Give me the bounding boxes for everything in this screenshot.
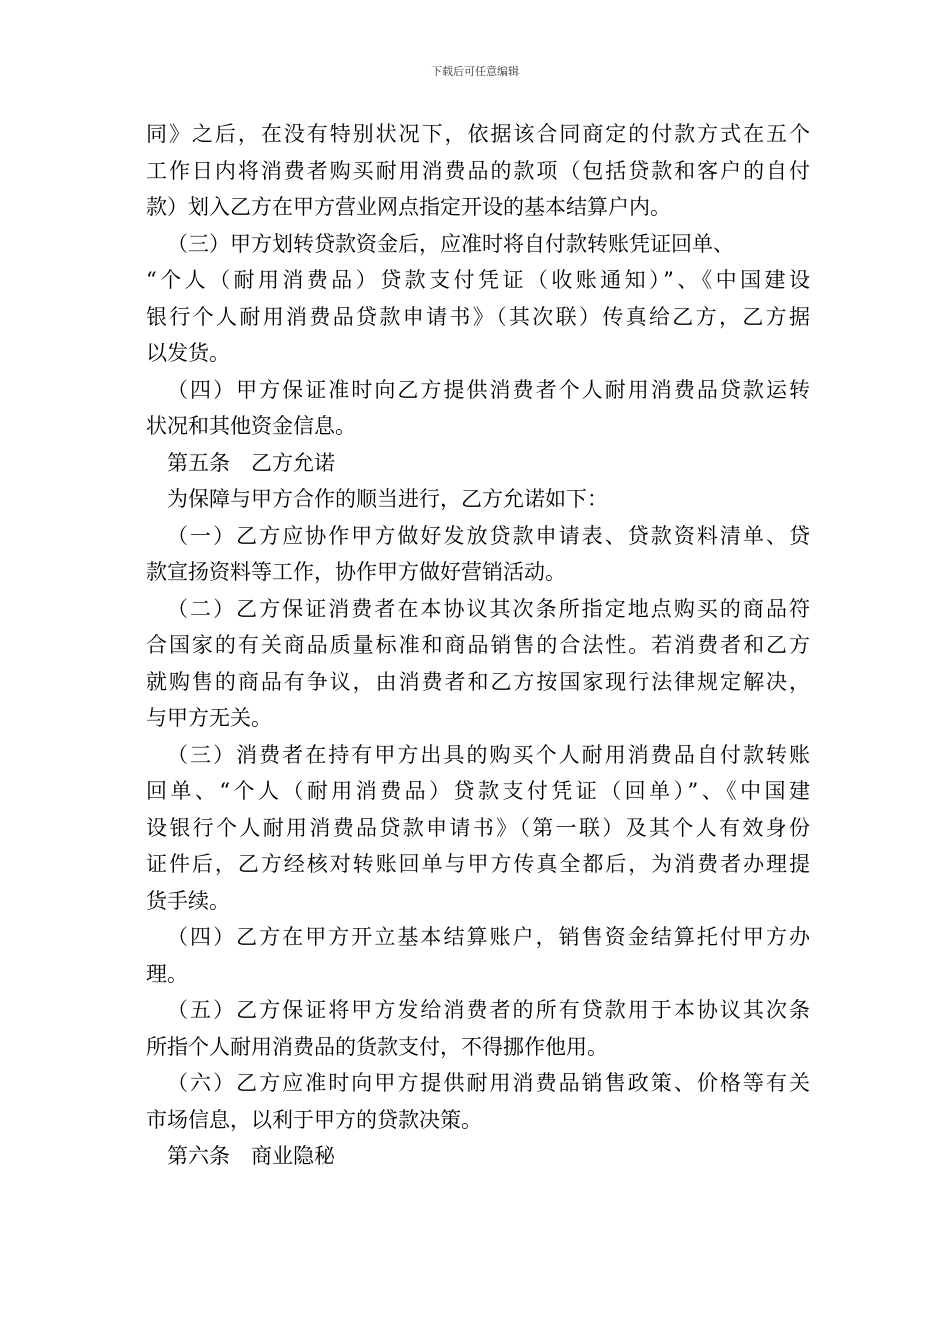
text-line: 款）划入乙方在甲方营业网点指定开设的基本结算户内。	[146, 195, 671, 219]
text-line: 银行个人耐用消费品贷款申请书》（其次联）传真给乙方，乙方据	[146, 304, 810, 329]
text-line: 工作日内将消费者购买耐用消费品的款项（包括贷款和客户的自付	[146, 158, 810, 183]
text-line: （六）乙方应准时向甲方提供耐用消费品销售政策、价格等有关	[167, 1071, 810, 1095]
text-line: 款宣扬资料等工作，协作甲方做好营销活动。	[146, 560, 566, 584]
text-line: 以发货。	[146, 341, 230, 365]
text-line: （二）乙方保证消费者在本协议其次条所指定地点购买的商品符	[167, 596, 810, 621]
text-line: 合国家的有关商品质量标准和商品销售的合法性。若消费者和乙方	[146, 633, 810, 657]
text-line: “个人（耐用消费品）贷款支付凭证（收账通知）”、《中国建设	[146, 268, 810, 292]
text-line: 第五条 乙方允诺	[167, 450, 335, 475]
text-line: 设银行个人耐用消费品贷款申请书》（第一联）及其个人有效身份	[146, 815, 810, 840]
text-line: （五）乙方保证将甲方发给消费者的所有贷款用于本协议其次条	[167, 998, 810, 1022]
text-line: 同》之后，在没有特别状况下，依据该合同商定的付款方式在五个	[146, 122, 810, 146]
text-line: 市场信息，以利于甲方的贷款决策。	[146, 1107, 482, 1132]
text-line: （一）乙方应协作甲方做好发放贷款申请表、贷款资料清单、贷	[167, 523, 810, 548]
text-line: 回单、“个人（耐用消费品）贷款支付凭证（回单）”、《中国建	[146, 779, 810, 803]
page-header: 下载后可任意编辑	[431, 65, 519, 78]
text-line: 与甲方无关。	[146, 706, 272, 730]
text-line: 所指个人耐用消费品的货款支付，不得挪作他用。	[146, 1034, 608, 1059]
text-line: 为保障与甲方合作的顺当进行，乙方允诺如下：	[167, 487, 608, 511]
text-line: 证件后，乙方经核对转账回单与甲方传真全都后，为消费者办理提	[146, 852, 810, 876]
text-line: 就购售的商品有争议，由消费者和乙方按国家现行法律规定解决，	[146, 669, 810, 694]
text-line: 状况和其他资金信息。	[146, 414, 356, 438]
text-line: 第六条 商业隐秘	[167, 1144, 335, 1168]
text-line: （三）甲方划转贷款资金后，应准时将自付款转账凭证回单、	[167, 231, 734, 256]
text-line: （四）乙方在甲方开立基本结算账户，销售资金结算托付甲方办	[167, 925, 810, 949]
text-line: （四）甲方保证准时向乙方提供消费者个人耐用消费品贷款运转	[167, 377, 810, 402]
text-line: 理。	[146, 961, 188, 986]
text-line: （三）消费者在持有甲方出具的购买个人耐用消费品自付款转账	[167, 742, 810, 767]
document-body	[146, 116, 810, 1175]
text-line: 货手续。	[146, 888, 230, 913]
